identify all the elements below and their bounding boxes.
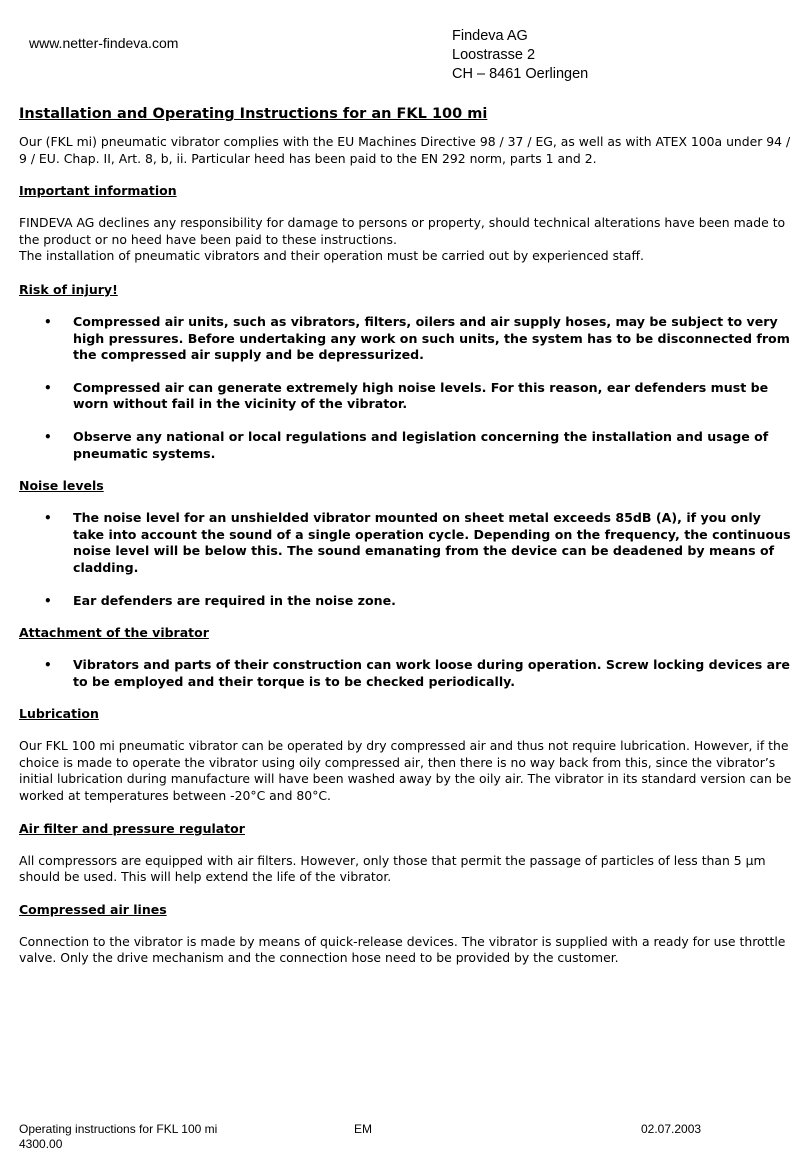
risk-item-1: Compressed air units, such as vibrators, filters, oilers and air supply hoses, may be subject to very high pressures. Before undertaking any work on such units, the system has to be disconnected from the compressed air supply and be depressurized. [73,313,790,363]
heading-air-filter: Air filter and pressure regulator [19,820,245,836]
footer-date: 02.07.2003 [641,1122,702,1136]
important-p1: FINDEVA AG declines any responsibility for damage to persons or property, should technical alterations have been made to the product or no heed have been paid to these instructions. [19,215,786,247]
list-item [19,657,794,690]
address-line-city: CH – 8461 Oerlingen [452,66,589,82]
company-address [452,27,588,84]
heading-attachment: Attachment of the vibrator [19,625,209,641]
attachment-item-1: Vibrators and parts of their construction can work loose during operation. Screw locking devices are to be employed and their torque is to be checked periodically. [73,657,790,689]
important-p2: The installation of pneumatic vibrators and their operation must be carried out by experienced staff. [19,248,644,264]
important-information-text [19,215,794,265]
heading-noise-levels: Noise levels [19,478,104,494]
website-url[interactable]: www.netter-findeva.com [29,35,179,51]
footer-doc-title: Operating instructions for FKL 100 mi [19,1122,218,1136]
risk-item-2: Compressed air can generate extremely high noise levels. For this reason, ear defenders must be worn without fail in the vicinity of the vibrator. [73,379,769,412]
bullet-icon: • [44,658,52,673]
compressed-air-lines-text: Connection to the vibrator is made by means of quick-release devices. The vibrator is supplied with a ready for use throttle valve. Only the drive mechanism and the connection hose need to be provided by the customer. [19,933,786,966]
footer-initials: EM [354,1122,372,1136]
noise-item-2: Ear defenders are required in the noise zone. [73,592,396,608]
risk-list [19,314,794,462]
document-body [19,105,794,983]
bullet-icon: • [44,511,52,526]
heading-risk-of-injury: Risk of injury! [19,281,118,297]
heading-important-information: Important information [19,183,177,199]
footer-doc-number: 4300.00 [19,1137,63,1151]
bullet-icon: • [44,429,52,444]
noise-list [19,510,794,609]
list-item [19,593,794,610]
noise-item-1: The noise level for an unshielded vibrator mounted on sheet metal exceeds 85dB (A), if you only take into account the sound of a single operation cycle. Depending on the frequency, the continuous noise level will be below this. The sound emanating from the device can be deadened by means of cladding. [73,510,791,575]
heading-compressed-air-lines: Compressed air lines [19,901,167,917]
list-item [19,510,794,576]
risk-item-3: Observe any national or local regulations and legislation concerning the installation and usage of pneumatic systems. [73,428,769,461]
address-line-company: Findeva AG [452,28,528,44]
list-item [19,429,794,462]
list-item [19,380,794,413]
lubrication-text: Our FKL 100 mi pneumatic vibrator can be operated by dry compressed air and thus not require lubrication. However, if the choice is made to operate the vibrator using oily compressed air, then there is no way back from this, since the vibrator’s initial lubrication during manufacture will have been washed away by the oily air. The vibrator in its standard version can be worked at temperatures between -20°C and 80°C. [19,738,792,804]
air-filter-text: All compressors are equipped with air filters. However, only those that permit the passage of particles of less than 5 µm should be used. This will help extend the life of the vibrator. [19,852,766,885]
list-item [19,314,794,364]
bullet-icon: • [44,593,52,608]
bullet-icon: • [44,314,52,329]
attachment-list [19,657,794,690]
address-line-street: Loostrasse 2 [452,47,536,63]
bullet-icon: • [44,380,52,395]
document-title: Installation and Operating Instructions for an FKL 100 mi [19,106,488,122]
heading-lubrication: Lubrication [19,706,99,722]
intro-paragraph: Our (FKL mi) pneumatic vibrator complies with the EU Machines Directive 98 / 37 / EG, as well as with ATEX 100a under 94 / 9 / EU. Chap. II, Art. 8, b, ii. Particular heed has been paid to the EN 292 norm, parts 1 and 2. [19,134,791,166]
